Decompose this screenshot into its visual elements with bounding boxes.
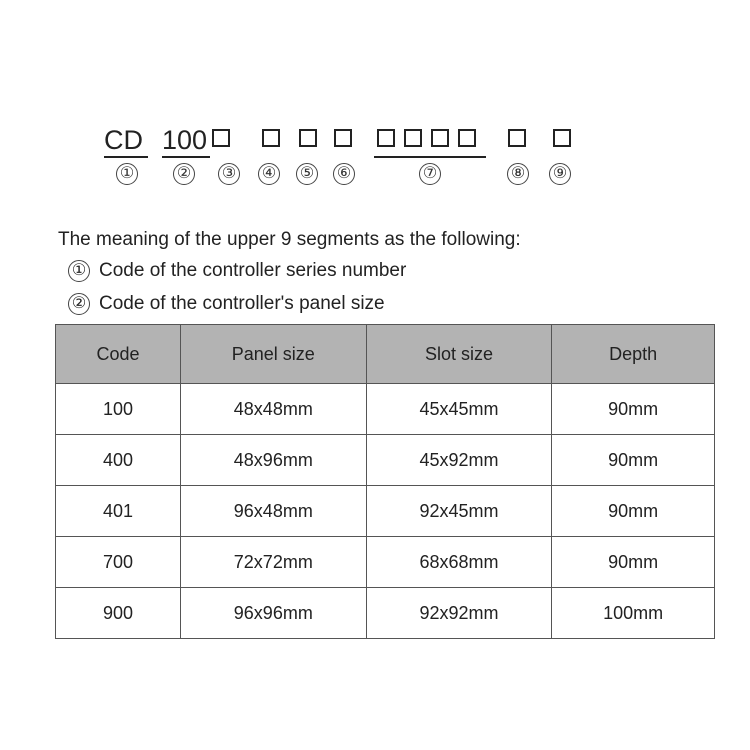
cell-code: 400: [56, 435, 181, 486]
series-underline: [162, 156, 210, 158]
segment-box-3: [212, 129, 230, 147]
segment-7-underline: [374, 156, 486, 158]
header-panel-size: Panel size: [180, 325, 366, 384]
cell-depth: 90mm: [552, 384, 715, 435]
model-series: 100: [162, 125, 208, 155]
segment-box-5: [299, 129, 317, 147]
segment-box-7b: [404, 129, 422, 147]
segments-intro: The meaning of the upper 9 segments as the following:: [58, 229, 521, 250]
cell-depth: 100mm: [552, 588, 715, 639]
segment-marker-8: ⑧: [507, 163, 529, 185]
segment-box-7d: [458, 129, 476, 147]
segment-marker-6: ⑥: [333, 163, 355, 185]
table-row: [56, 486, 715, 537]
cell-depth: 90mm: [552, 435, 715, 486]
header-slot-size: Slot size: [366, 325, 552, 384]
cell-slot-size: 45x92mm: [366, 435, 552, 486]
cell-panel-size: 48x48mm: [180, 384, 366, 435]
cell-code: 100: [56, 384, 181, 435]
segment-marker-7: ⑦: [419, 163, 441, 185]
cell-depth: 90mm: [552, 537, 715, 588]
segment-description-2: [68, 292, 385, 316]
segment-description-1: [68, 259, 406, 283]
cell-slot-size: 92x92mm: [366, 588, 552, 639]
header-code: Code: [56, 325, 181, 384]
segment-marker-4: ④: [258, 163, 280, 185]
table-header-row: [56, 325, 715, 384]
item-marker-2: ②: [68, 293, 90, 315]
table-row: [56, 384, 715, 435]
cell-slot-size: 45x45mm: [366, 384, 552, 435]
segment-marker-9: ⑨: [549, 163, 571, 185]
panel-size-table: [55, 324, 715, 639]
item-text-2: Code of the controller's panel size: [99, 293, 385, 314]
segment-box-9: [553, 129, 571, 147]
cell-depth: 90mm: [552, 486, 715, 537]
table-row: [56, 537, 715, 588]
cell-code: 700: [56, 537, 181, 588]
cell-code: 900: [56, 588, 181, 639]
segment-marker-3: ③: [218, 163, 240, 185]
segment-box-7a: [377, 129, 395, 147]
cell-panel-size: 96x96mm: [180, 588, 366, 639]
table-row: [56, 588, 715, 639]
prefix-underline: [104, 156, 148, 158]
segment-box-8: [508, 129, 526, 147]
header-depth: Depth: [552, 325, 715, 384]
item-text-1: Code of the controller series number: [99, 260, 407, 281]
model-code-diagram: [0, 0, 750, 200]
table-row: [56, 435, 715, 486]
cell-panel-size: 48x96mm: [180, 435, 366, 486]
cell-code: 401: [56, 486, 181, 537]
cell-panel-size: 96x48mm: [180, 486, 366, 537]
segment-box-7c: [431, 129, 449, 147]
segment-box-4: [262, 129, 280, 147]
item-marker-1: ①: [68, 260, 90, 282]
cell-panel-size: 72x72mm: [180, 537, 366, 588]
segment-marker-1: ①: [116, 163, 138, 185]
model-prefix: CD: [104, 125, 143, 155]
cell-slot-size: 92x45mm: [366, 486, 552, 537]
segment-marker-2: ②: [173, 163, 195, 185]
segment-marker-5: ⑤: [296, 163, 318, 185]
segment-box-6: [334, 129, 352, 147]
cell-slot-size: 68x68mm: [366, 537, 552, 588]
